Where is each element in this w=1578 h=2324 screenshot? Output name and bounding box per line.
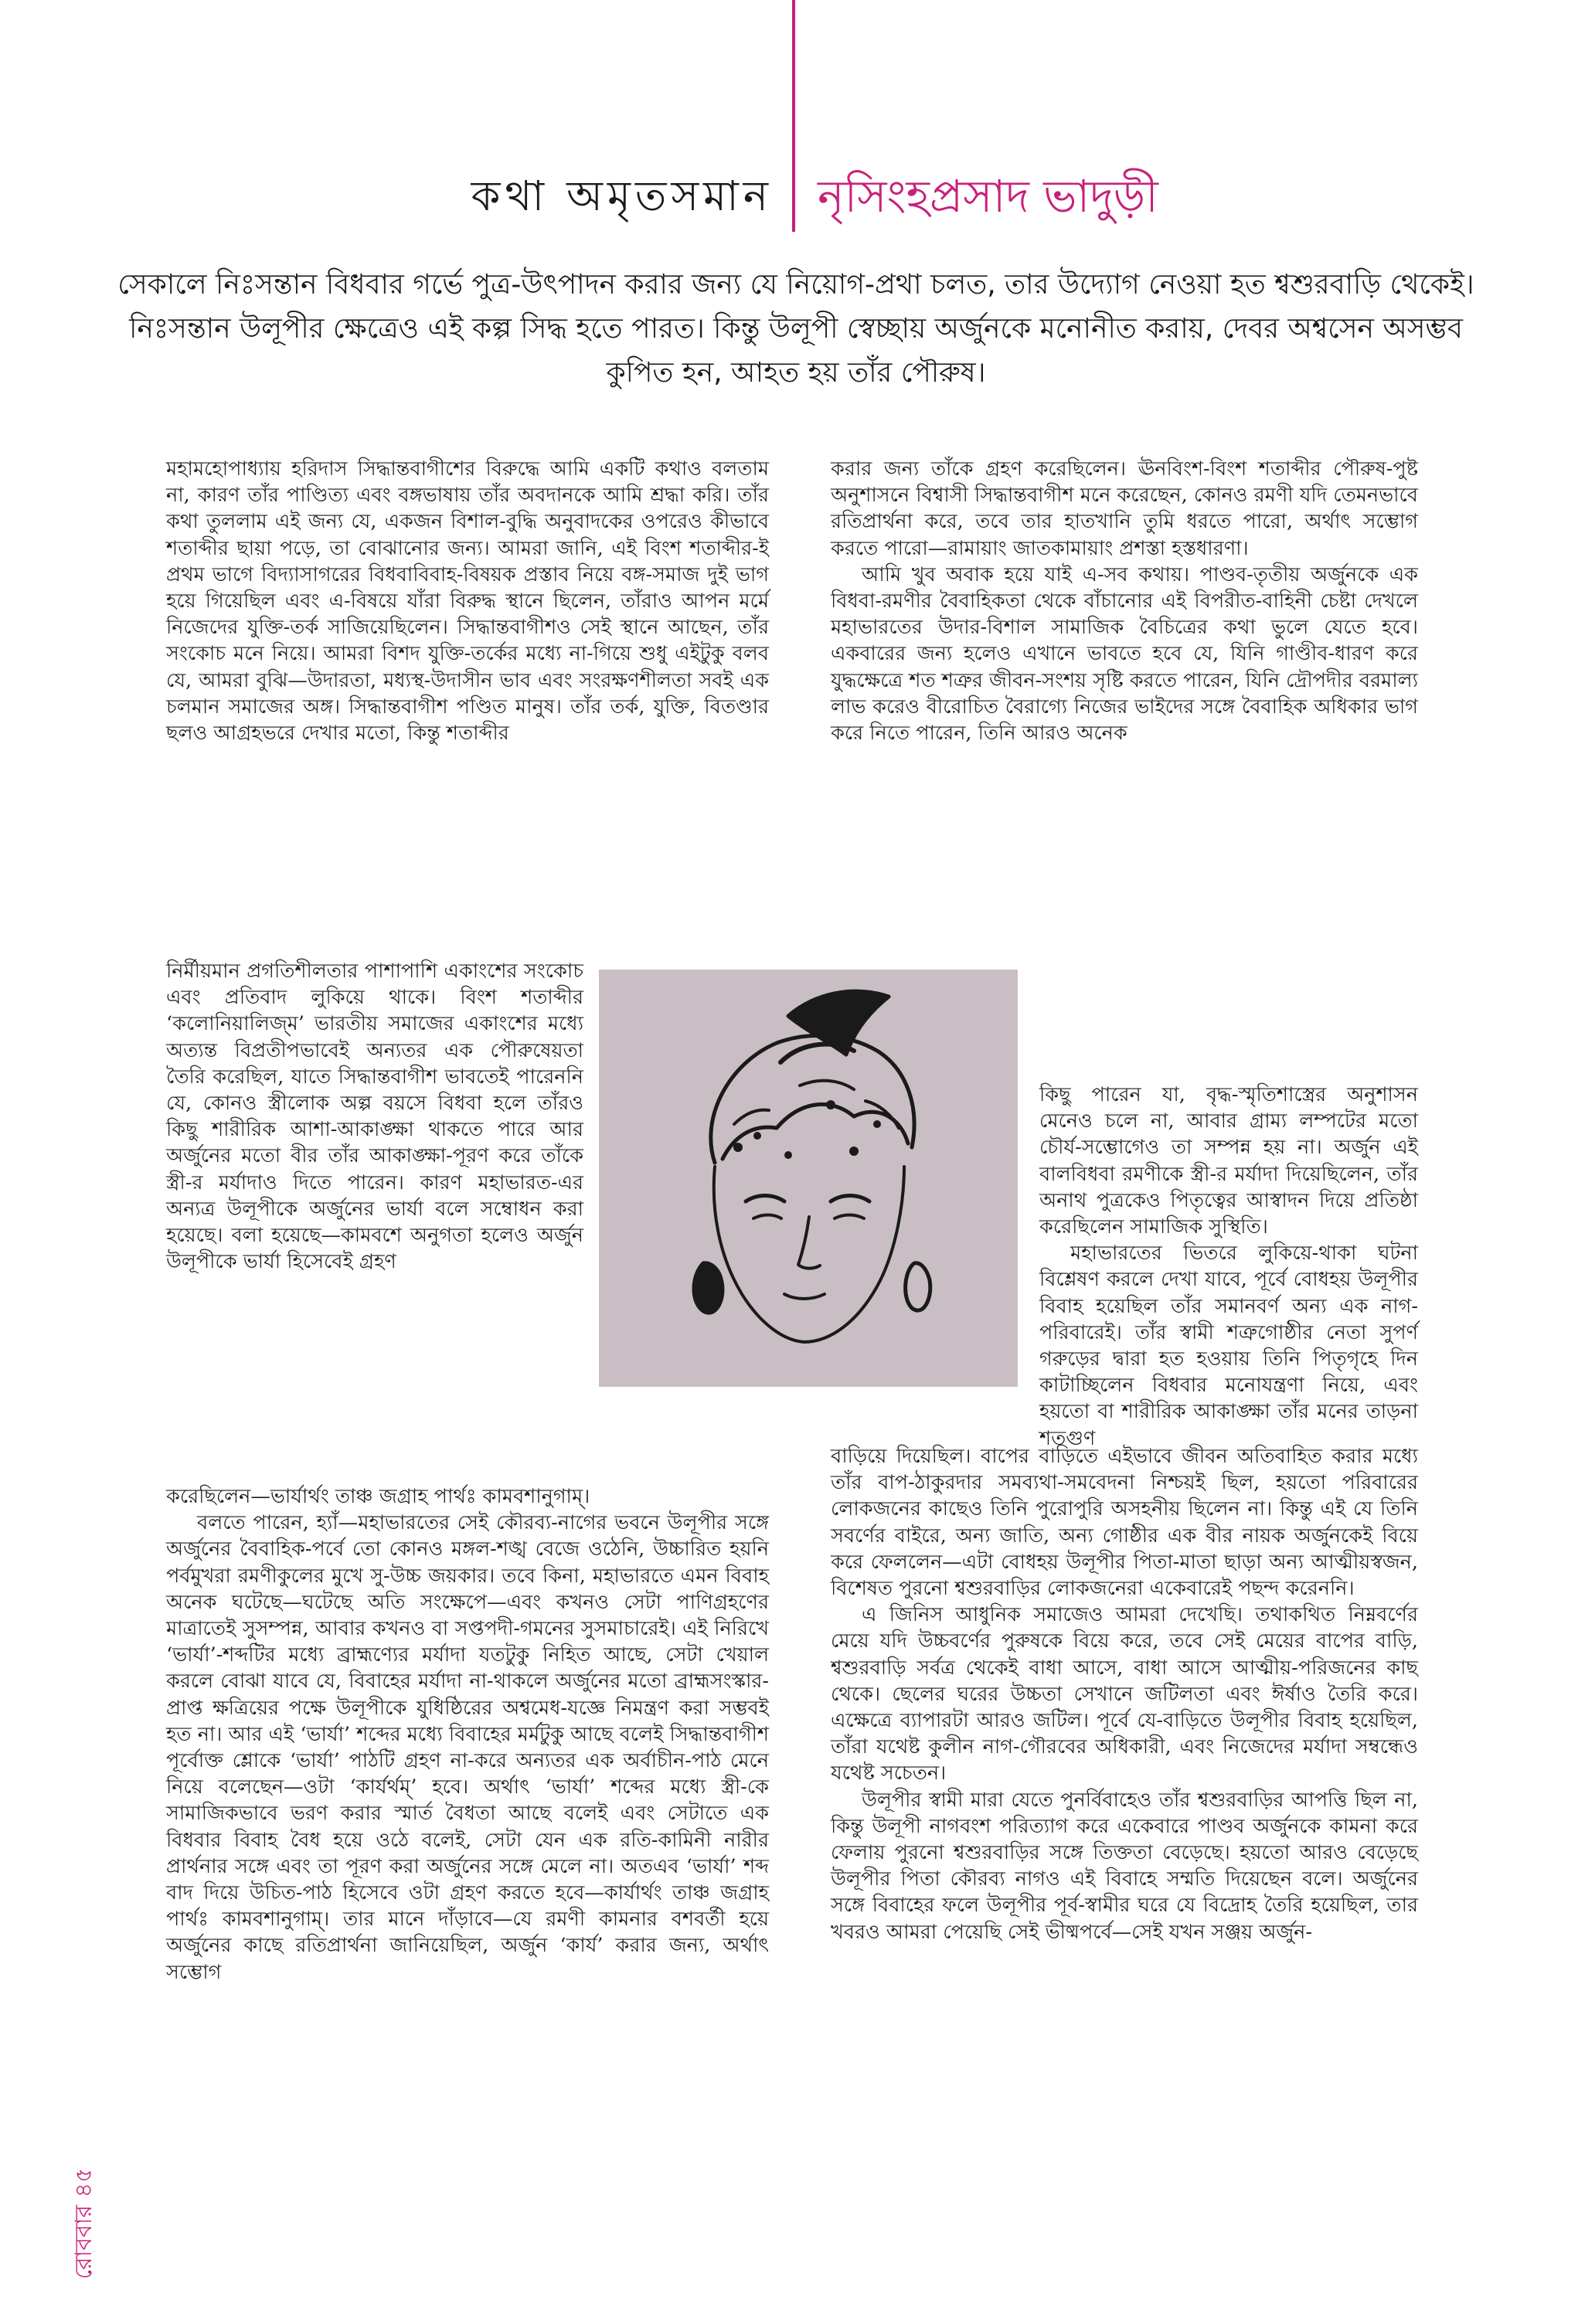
page-folio: রোববার ৪৫ <box>70 2167 97 2279</box>
paragraph: এ জিনিস আধুনিক সমাজেও আমরা দেখেছি। তথাকথিত নিম্নবর্ণের মেয়ে যদি উচ্চবর্ণের পুরুষকে বিয়ে করে, তবে সেই মেয়ের বাপের বাড়ি, শ্বশুরবাড়ি সর্বত্র থেকেই বাধা আসে, বাধা আসে আত্মীয়-পরিজনের কাছ থেকে। ছেলের ঘরের উচ্চতা সেখানে জটিলতা এবং ঈর্ষাও তৈরি করে। এক্ষেত্রে ব্যাপারটা আরও জটিল। পূর্বে যে-বাড়িতে উলূপীর বিবাহ হয়েছিল, তাঁরা যথেষ্ট কুলীন নাগ-গৌরবের অধিকারী, এবং নিজেদের মর্যাদা সম্বন্ধেও যথেষ্ট সচেতন। <box>831 1603 1418 1785</box>
left-column-wrap <box>166 958 583 1275</box>
right-column-wrap <box>1039 1082 1418 1452</box>
paragraph: করার জন্য তাঁকে গ্রহণ করেছিলেন। ঊনবিংশ-বিংশ শতাব্দীর পৌরুষ-পুষ্ট অনুশাসনে বিশ্বাসী সিদ্ধান্তবাগীশ মনে করেছেন, কোনও রমণী যদি তেমনভাবে রতিপ্রার্থনা করে, তবে তার হাতখানি তুমি ধরতে পারো, অর্থাৎ সম্ভোগ করতে পারো—রামায়াং জাতকামায়াং প্রশস্তা হস্তধারণা। <box>831 457 1418 560</box>
right-column-bottom <box>831 1443 1418 1945</box>
paragraph: করেছিলেন—ভার্যার্থং তাঞ্চ জগ্রাহ পার্থঃ কামবশানুগাম্‌। <box>166 1485 590 1508</box>
header-divider <box>792 0 795 232</box>
standfirst: সেকালে নিঃসন্তান বিধবার গর্ভে পুত্র-উৎপাদন করার জন্য যে নিয়োগ-প্রথা চলত, তার উদ্যোগ নেওয়া হত শ্বশুরবাড়ি থেকেই। নিঃসন্তান উলূপীর ক্ষেত্রেও এই কল্প সিদ্ধ হতে পারত। কিন্তু উলূপী স্বেচ্ছায় অর্জুনকে মনোনীত করায়, দেবর অশ্বসেন অসম্ভব কুপিত হন, আহত হয় তাঁর পৌরুষ। <box>117 269 1474 389</box>
paragraph: উলূপীর স্বামী মারা যেতে পুনর্বিবাহেও তাঁর শ্বশুরবাড়ির আপত্তি ছিল না, কিন্তু উলূপী নাগবংশ পরিত্যাগ করে একেবারে পাণ্ডব অর্জুনকে কামনা করে ফেলায় পুরনো শ্বশুরবাড়ির সঙ্গে তিক্ততা বেড়েছে। হয়তো আরও বেড়েছে উলূপীর পিতা কৌরব্য নাগও এই বিবাহে সম্মতি দিয়েছেন বলে। অর্জুনের সঙ্গে বিবাহের ফলে উলূপীর পূর্ব-স্বামীর ঘরে যে বিদ্রোহ তৈরি হয়েছিল, তার খবরও আমরা পেয়েছি সেই ভীষ্মপর্বে—সেই যখন সঞ্জয় অর্জুন- <box>831 1788 1418 1944</box>
paragraph: বাড়িয়ে দিয়েছিল। বাপের বাড়িতে এইভাবে জীবন অতিবাহিত করার মধ্যে তাঁর বাপ-ঠাকুরদার সমব্যথা-সমবেদনা নিশ্চয়ই ছিল, হয়তো পরিবারের লোকজনের কাছেও তিনি পুরোপুরি অসহনীয় ছিলেন না। কিন্তু এই যে তিনি সবর্ণের বাইরে, অন্য জাতি, অন্য গোষ্ঠীর এক বীর নায়ক অর্জুনকেই বিয়ে করে ফেললেন—এটা বোধহয় উলূপীর পিতা-মাতা ছাড়া অন্য আত্মীয়স্বজন, বিশেষত পুরনো শ্বশুরবাড়ির লোকজনেরা একেবারেই পছন্দ করেননি। <box>831 1445 1418 1601</box>
face-sketch-icon <box>599 970 1018 1387</box>
series-title: কথা অমৃতসমান <box>471 172 773 220</box>
paragraph: কিছু পারেন যা, বৃদ্ধ-স্মৃতিশাস্ত্রের অনুশাসন মেনেও চলে না, আবার গ্রাম্য লম্পটের মতো চৌর্য-সম্ভোগেও তা সম্পন্ন হয় না। অর্জুন এই বালবিধবা রমণীকে স্ত্রী-র মর্যাদা দিয়েছিলেন, তাঁর অনাথ পুত্রকেও পিতৃত্বের আস্বাদন দিয়ে প্রতিষ্ঠা করেছিলেন সামাজিক সুস্থিতি। <box>1039 1083 1418 1239</box>
paragraph: আমি খুব অবাক হয়ে যাই এ-সব কথায়। পাণ্ডব-তৃতীয় অর্জুনকে এক বিধবা-রমণীর বৈবাহিকতা থেকে বাঁচানোর এই বিপরীত-বাহিনী চেষ্টা দেখলে মহাভারতের উদার-বিশাল সামাজিক বৈচিত্রের কথা ভুলে যেতে হবে। একবারের জন্য হলেও এখানে ভাবতে হবে যে, যিনি গাণ্ডীব-ধারণ করে যুদ্ধক্ষেত্রে শত শত্রুর জীবন-সংশয় সৃষ্টি করতে পারেন, যিনি দ্রৌপদীর বরমাল্য লাভ করেও বীরোচিত বৈরাগ্যে নিজের ভাইদের সঙ্গে বৈবাহিক অধিকার ভাগ করে নিতে পারেন, তিনি আরও অনেক <box>831 562 1418 746</box>
paragraph: মহাভারতের ভিতরে লুকিয়ে-থাকা ঘটনা বিশ্লেষণ করলে দেখা যাবে, পূর্বে বোধহয় উলূপীর বিবাহ হয়েছিল তাঁর সমানবর্ণ অন্য এক নাগ-পরিবারেই। তাঁর স্বামী শত্রুগোষ্ঠীর নেতা সুপর্ণ গরুড়ের দ্বারা হত হওয়ায় তিনি পিতৃগৃহে দিন কাটাচ্ছিলেন বিধবার মনোযন্ত্রণা নিয়ে, এবং হয়তো বা শারীরিক আকাঙ্ক্ষা তাঁর মনের তাড়না শতগুণ <box>1039 1242 1418 1450</box>
paragraph: নির্মীয়মান প্রগতিশীলতার পাশাপাশি একাংশের সংকোচ এবং প্রতিবাদ লুকিয়ে থাকে। বিংশ শতাব্দীর ‘কলোনিয়ালিজ্‌ম’ ভারতীয় সমাজের একাংশের মধ্যে অত্যন্ত বিপ্রতীপভাবেই অন্যতর এক পৌরুষেয়তা তৈরি করেছিল, যাতে সিদ্ধান্তবাগীশ ভাবতেই পারেননি যে, কোনও স্ত্রীলোক অল্প বয়সে বিধবা হলে তাঁরও কিছু শারীরিক আশা-আকাঙ্ক্ষা থাকতে পারে আর অর্জুনের মতো বীর তাঁর আকাঙ্ক্ষা-পূরণ করে তাঁকে স্ত্রী-র মর্যাদাও দিতে পারেন। কারণ মহাভারত-এর অন্যত্র উলূপীকে অর্জুনের ভার্যা বলে সম্বোধন করা হয়েছে। বলা হয়েছে—কামবশে অনুগতা হলেও অর্জুন উলূপীকে ভার্যা হিসেবেই গ্রহণ <box>166 960 583 1274</box>
face-illustration <box>599 970 1018 1387</box>
left-column-bottom <box>166 1483 769 1986</box>
author-name: নৃসিংহপ্রসাদ ভাদুড়ী <box>818 170 1158 223</box>
right-column-top <box>831 456 1418 746</box>
left-column-top <box>166 456 769 746</box>
paragraph: বলতে পারেন, হ্যাঁ—মহাভারতের সেই কৌরব্য-নাগের ভবনে উলূপীর সঙ্গে অর্জুনের বৈবাহিক-পর্বে তো কোনও মঙ্গল-শঙ্খ বেজে ওঠেনি, উচ্চারিত হয়নি পর্বমুখরা রমণীকুলের মুখে সু-উচ্চ জয়কার। তবে কিনা, মহাভারতে এমন বিবাহ অনেক ঘটেছে—ঘটেছে অতি সংক্ষেপে—এবং কখনও সেটা পাণিগ্রহণের মাত্রাতেই সুসম্পন্ন, আবার কখনও বা সপ্তপদী-গমনের সুসমাচারেই। এই নিরিখে ‘ভার্যা’-শব্দটির মধ্যে ব্রাহ্মণ্যের মর্যাদা যতটুকু নিহিত আছে, সেটা খেয়াল করলে বোঝা যাবে যে, বিবাহের মর্যাদা না-থাকলে অর্জুনের মতো ব্রাহ্মসংস্কার-প্রাপ্ত ক্ষত্রিয়ের পক্ষে উলূপীকে যুধিষ্ঠিরের অশ্বমেধ-যজ্ঞে নিমন্ত্রণ করা সম্ভবই হত না। আর এই ‘ভার্যা’ শব্দের মধ্যে বিবাহের মর্মটুকু আছে বলেই সিদ্ধান্তবাগীশ পূর্বোক্ত শ্লোকে ‘ভার্যা’ পাঠটি গ্রহণ না-করে অন্যতর এক অর্বাচীন-পাঠ মেনে নিয়ে বলেছেন—ওটা ‘কার্যর্থম্‌’ হবে। অর্থাৎ ‘ভার্যা’ শব্দের মধ্যে স্ত্রী-কে সামাজিকভাবে ভরণ করার স্মার্ত বৈধতা আছে বলেই এবং সেটাতে এক বিধবার বিবাহ বৈধ হয়ে ওঠে বলেই, সেটা যেন এক রতি-কামিনী নারীর প্রার্থনার সঙ্গে এবং তা পূরণ করা অর্জুনের সঙ্গে মেলে না। অতএব ‘ভার্যা’ শব্দ বাদ দিয়ে উচিত-পাঠ হিসেবে ওটা গ্রহণ করতে হবে—কার্যার্থং তাঞ্চ জগ্রাহ পার্থঃ কামবশানুগাম্‌। তার মানে দাঁড়াবে—যে রমণী কামনার বশবর্তী হয়ে অর্জুনের কাছে রতিপ্রার্থনা জানিয়েছিল, অর্জুন ‘কার্য’ করার জন্য, অর্থাৎ সম্ভোগ <box>166 1511 769 1984</box>
paragraph: মহামহোপাধ্যায় হরিদাস সিদ্ধান্তবাগীশের বিরুদ্ধে আমি একটি কথাও বলতাম না, কারণ তাঁর পাণ্ডিত্য এবং বঙ্গভাষায় তাঁর অবদানকে আমি শ্রদ্ধা করি। তাঁর কথা তুললাম এই জন্য যে, একজন বিশাল-বুদ্ধি অনুবাদকের ওপরেও কীভাবে শতাব্দীর ছায়া পড়ে, তা বোঝানোর জন্য। আমরা জানি, এই বিংশ শতাব্দীর-ই প্রথম ভাগে বিদ্যাসাগরের বিধবাবিবাহ-বিষয়ক প্রস্তাব নিয়ে বঙ্গ-সমাজ দুই ভাগ হয়ে গিয়েছিল এবং এ-বিষয়ে যাঁরা বিরুদ্ধ স্থানে ছিলেন, তাঁরাও আপন মর্মে নিজেদের যুক্তি-তর্ক সাজিয়েছিলেন। সিদ্ধান্তবাগীশও সেই স্থানে আছেন, তাঁর সংকোচ মনে নিয়ে। আমরা বিশদ যুক্তি-তর্কের মধ্যে না-গিয়ে শুধু এইটুকু বলব যে, আমরা বুঝি—উদারতা, মধ্যস্থ-উদাসীন ভাব এবং সংরক্ষণশীলতা সবই এক চলমান সমাজের অঙ্গ। সিদ্ধান্তবাগীশ পণ্ডিত মানুষ। তাঁর তর্ক, যুক্তি, বিতণ্ডার ছলও আগ্রহভরে দেখার মতো, কিন্তু শতাব্দীর <box>166 457 769 746</box>
